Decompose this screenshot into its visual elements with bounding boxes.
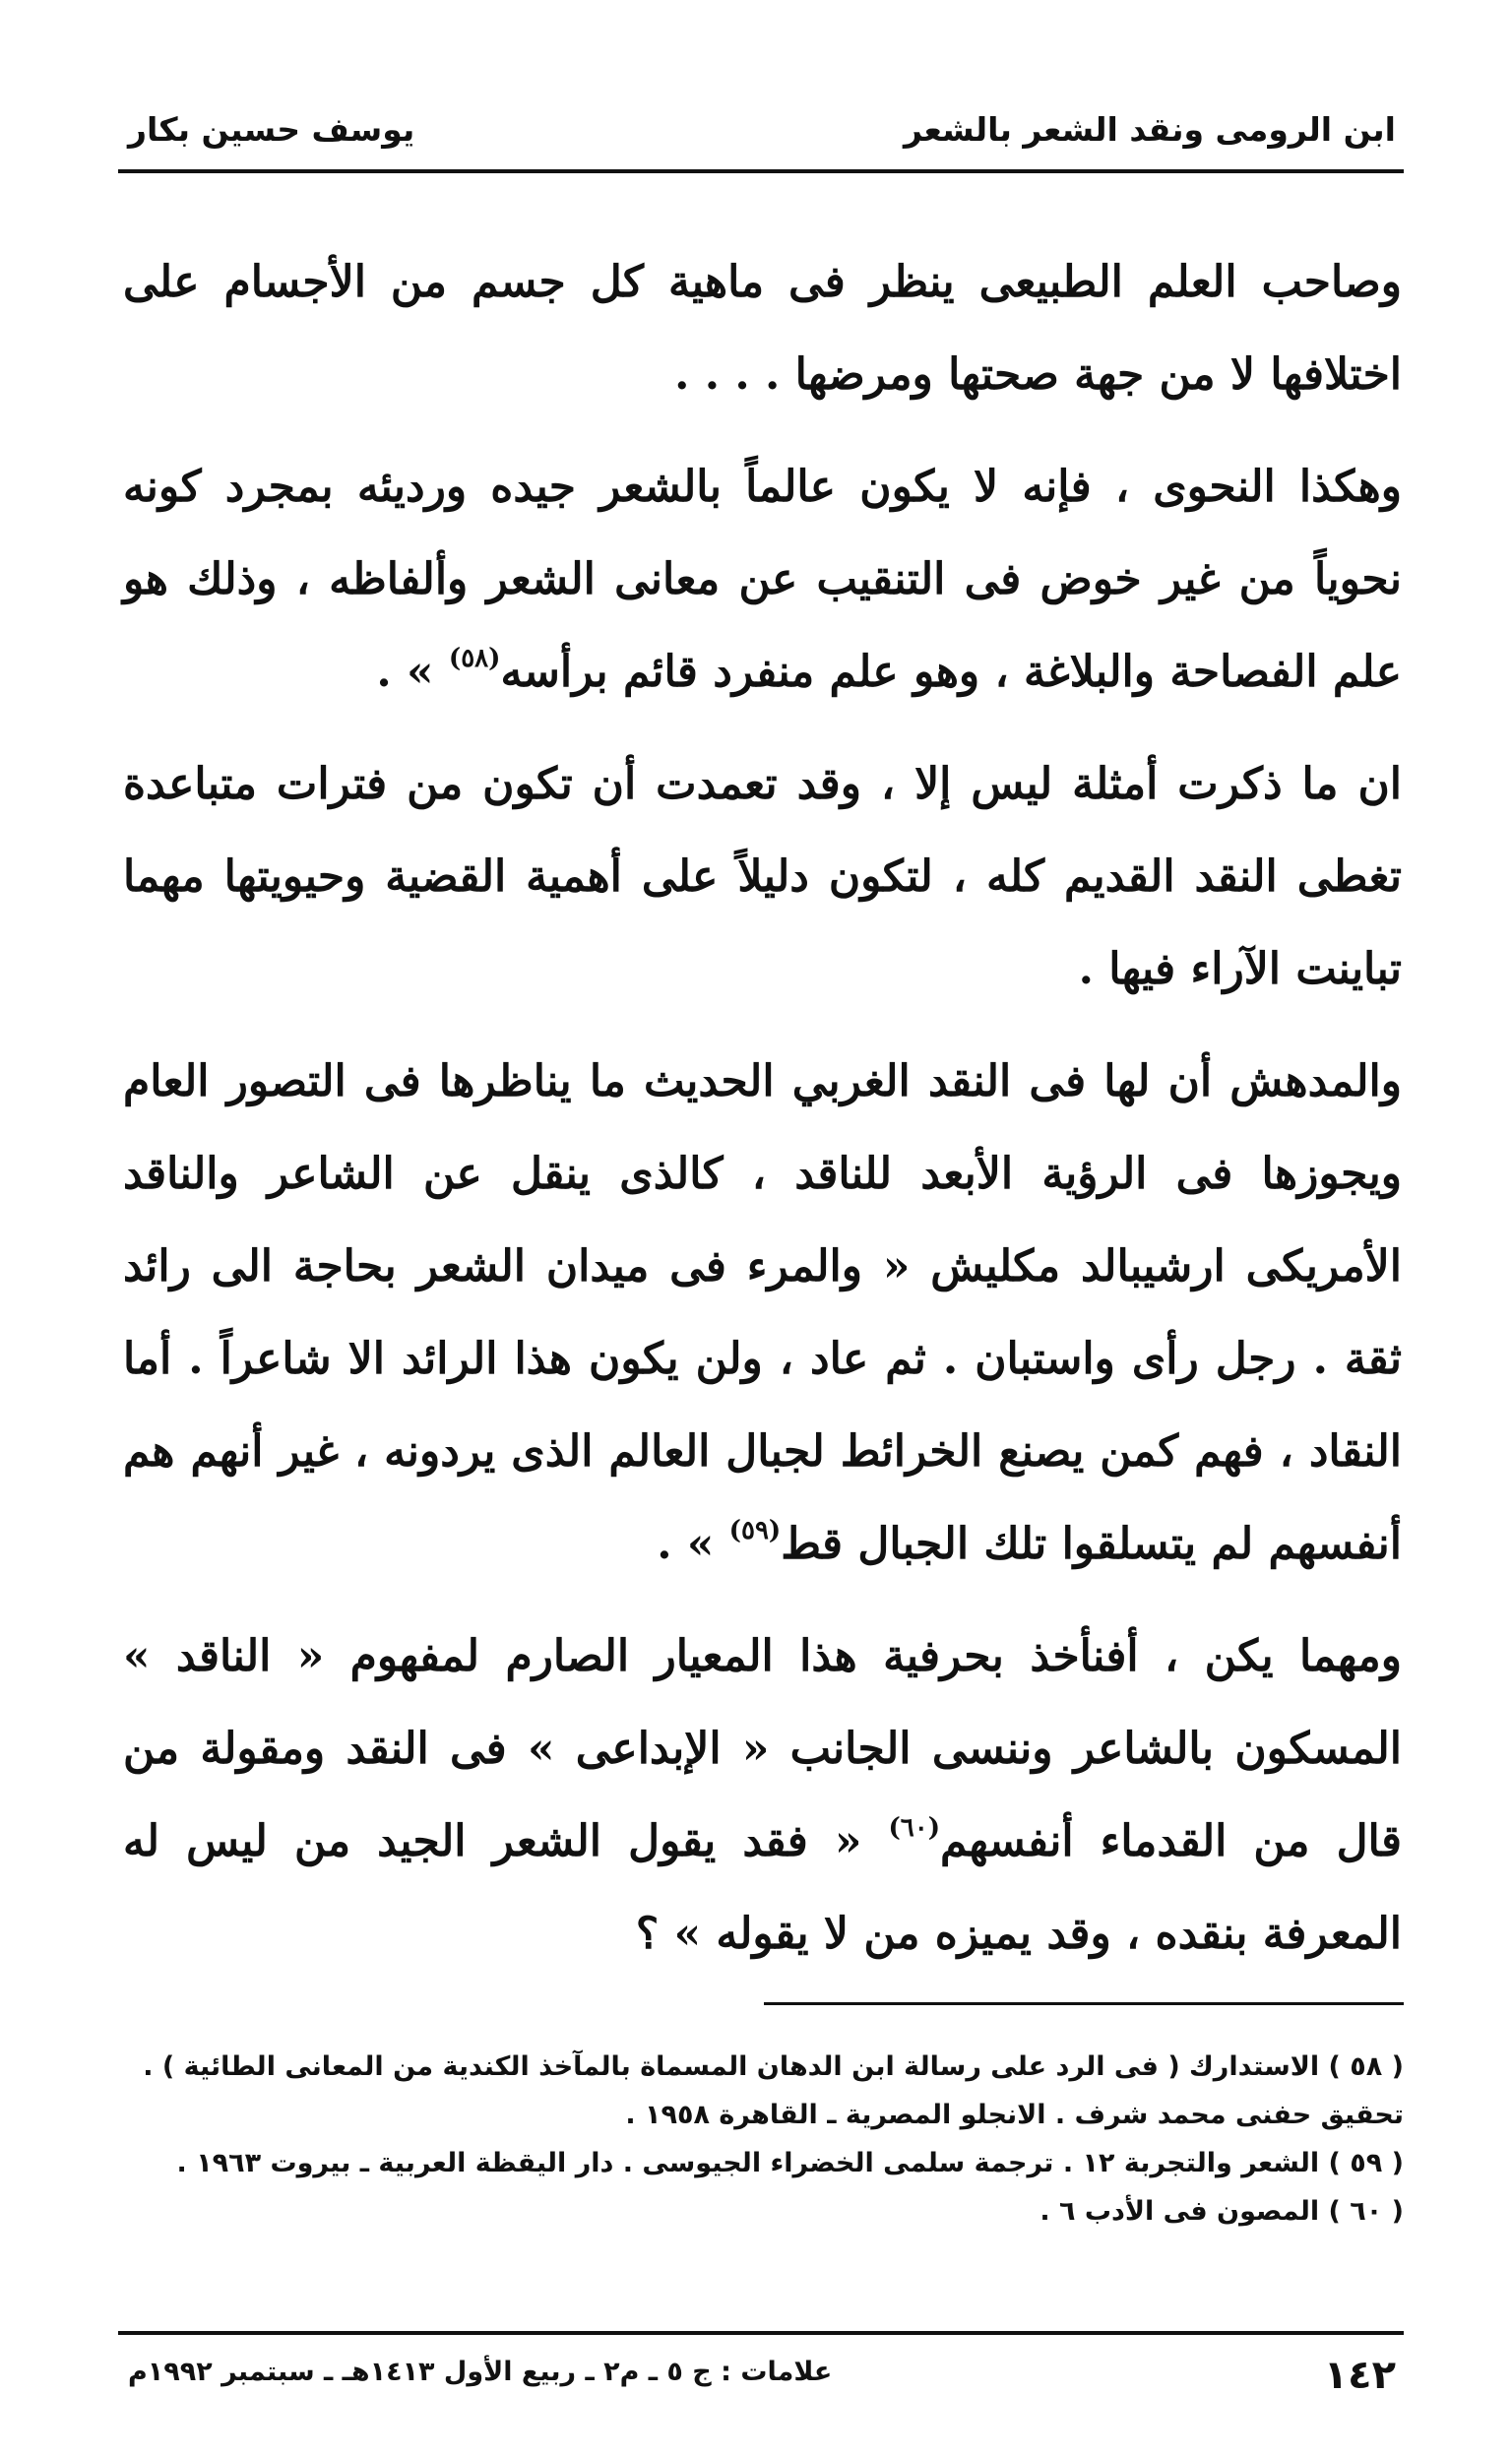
- paragraph-text: وهكذا النحوى ، فإنه لا يكون عالماً بالشعر جيده ورديئه بمجرد كونه نحوياً من غير خوض فى التنقيب عن معانى الشعر وألفاظه ، وذلك هو علم الفصاحة والبلاغة ، وهو علم منفرد قائم برأسه: [123, 462, 1402, 697]
- paragraph-text: ومهما يكن ، أفنأخذ بحرفية هذا المعيار الصارم لمفهوم « الناقد » المسكون بالشاعر وننسى الجانب « الإبداعى » فى النقد ومقولة من قال من القدماء أنفسهم: [123, 1631, 1402, 1866]
- footnote: ( ٥٩ ) الشعر والتجربة ١٢ . ترجمة سلمى الخضراء الجيوسى . دار اليقظة العربية ـ بيروت ١٩٦٣ .: [176, 2148, 1404, 2178]
- paragraph: [123, 441, 1402, 719]
- running-header: [118, 100, 1404, 173]
- footnote-ref: (٦٠): [888, 1813, 941, 1843]
- paragraph: [123, 1036, 1402, 1591]
- paragraph: [123, 738, 1402, 1016]
- footnote-divider: [764, 2002, 1404, 2005]
- running-footer: [118, 2331, 1404, 2404]
- paragraph-end: « فقد يقول الشعر الجيد من ليس له المعرفة بنقده ، وقد يميزه من لا يقوله » ؟: [123, 1816, 1402, 1959]
- paragraph-text: وصاحب العلم الطبيعى ينظر فى ماهية كل جسم من الأجسام على اختلافها لا من جهة صحتها ومرضها . . . .: [123, 257, 1402, 400]
- footnote: ( ٥٨ ) الاستدارك ( فى الرد على رسالة ابن الدهان المسماة بالمآخذ الكندية من المعانى الطائية ) . تحقيق حفنى محمد شرف . الانجلو المصرية ـ القاهرة ١٩٥٨ .: [143, 2051, 1404, 2130]
- paragraph-end: » .: [376, 647, 449, 697]
- book-title: ابن الرومى ونقد الشعر بالشعر: [904, 110, 1396, 149]
- footnotes: [118, 2043, 1404, 2236]
- paragraph: [123, 236, 1402, 421]
- paragraph-text: والمدهش أن لها فى النقد الغربي الحديث ما يناظرها فى التصور العام ويجوزها فى الرؤية الأبعد للناقد ، كالذى ينقل عن الشاعر والناقد الأمريكى ارشيبالد مكليش « والمرء فى ميدان الشعر بحاجة الى رائد ثقة . رجل رأى واستبان . ثم عاد ، ولن يكون هذا الرائد الا شاعراً . أما النقاد ، فهم كمن يصنع الخرائط لجبال العالم الذى يردونه ، غير أنهم هم أنفسهم لم يتسلقوا تلك الجبال قط: [123, 1056, 1402, 1569]
- body-text: [123, 236, 1402, 1981]
- paragraph-text: ان ما ذكرت أمثلة ليس إلا ، وقد تعمدت أن تكون من فترات متباعدة تغطى النقد القديم كله ، لتكون دليلاً على أهمية القضية وحيويتها مهما تباينت الآراء فيها .: [123, 759, 1402, 994]
- footnote-ref: (٥٩): [728, 1516, 782, 1545]
- paragraph-end: » .: [657, 1519, 729, 1569]
- journal-issue-info: علامات : ج ٥ ـ م٢ ـ ربيع الأول ١٤١٣هـ ـ سبتمبر ١٩٩٢م: [128, 2357, 833, 2387]
- page-number: ١٤٢: [1323, 2353, 1396, 2398]
- footnote-ref: (٥٨): [448, 644, 501, 673]
- author-name: يوسف حسين بكار: [128, 110, 415, 149]
- footnote: ( ٦٠ ) المصون فى الأدب ٦ .: [1040, 2196, 1404, 2227]
- paragraph: [123, 1610, 1402, 1981]
